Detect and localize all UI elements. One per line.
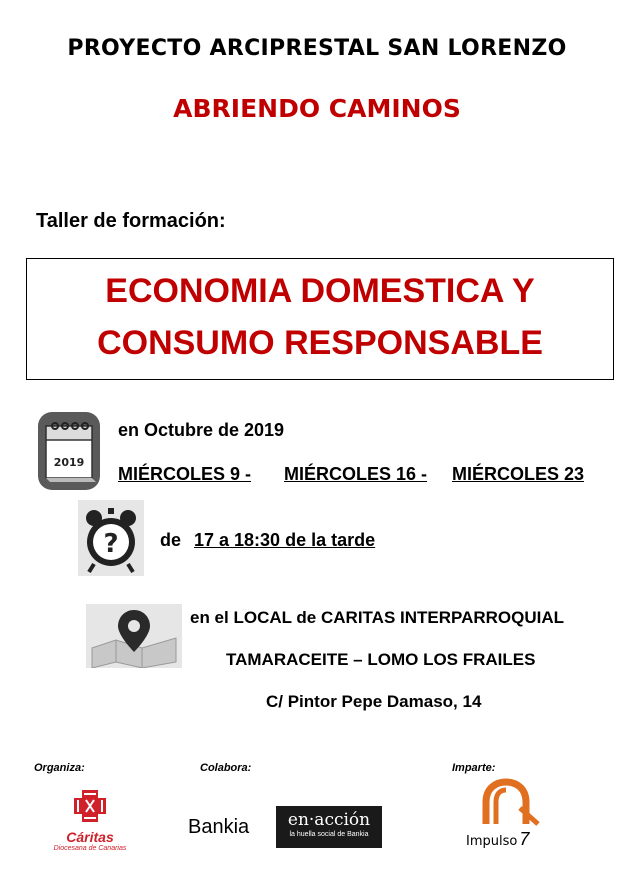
project-subtitle: ABRIENDO CAMINOS (173, 94, 461, 123)
caritas-logo (40, 786, 140, 852)
colabora-label: Colabora: (200, 762, 252, 774)
caritas-sub: Diocesana de Canarias (53, 845, 127, 852)
impulso-number: 7 (519, 829, 530, 849)
organiza-label: Organiza: (34, 762, 85, 774)
caritas-cross-icon (40, 786, 140, 826)
workshop-label: Taller de formación: (36, 210, 226, 232)
impulso-logo (466, 778, 556, 848)
enaccion-sub: la huella social de Bankia (289, 831, 369, 838)
date-day-1: MIÉRCOLES 9 - (118, 464, 252, 484)
location-line2: TAMARACEITE – LOMO LOS FRAILES (226, 650, 536, 669)
calendar-year-text: 2019 (53, 456, 85, 469)
date-month-text: en Octubre de 2019 (118, 420, 285, 440)
workshop-title-line1: ECONOMIA DOMESTICA Y (105, 272, 535, 310)
time-range: 17 a 18:30 de la tarde (194, 530, 376, 550)
calendar-icon (38, 412, 100, 490)
workshop-title-box (26, 258, 614, 380)
svg-text:?: ? (103, 529, 119, 559)
date-day-2: MIÉRCOLES 16 - (284, 464, 428, 484)
imparte-label: Imparte: (452, 762, 496, 774)
alarm-clock-icon (78, 500, 144, 576)
enaccion-logo (276, 806, 382, 848)
location-line3: C/ Pintor Pepe Damaso, 14 (266, 692, 482, 711)
location-line1: en el LOCAL de CARITAS INTERPARROQUIAL (190, 608, 565, 627)
project-title: PROYECTO ARCIPRESTAL SAN LORENZO (67, 36, 567, 61)
time-prefix: de (160, 530, 182, 550)
date-day-3: MIÉRCOLES 23 (452, 464, 585, 484)
caritas-name: Cáritas (66, 829, 114, 845)
impulso-name: Impulso (466, 834, 518, 849)
map-pin-icon (86, 604, 182, 668)
workshop-title-line2: CONSUMO RESPONSABLE (97, 324, 543, 362)
enaccion-name: en·acción (287, 810, 371, 830)
bankia-logo: Bankia (188, 816, 250, 838)
impulso-arch-icon (466, 778, 556, 826)
